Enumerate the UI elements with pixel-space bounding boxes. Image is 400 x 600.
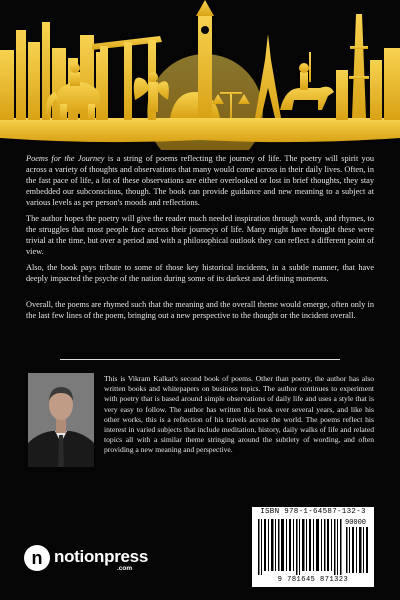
- barcode-bars: [258, 519, 342, 575]
- logo-letter: n: [31, 548, 43, 568]
- publisher-logo-icon: [24, 545, 50, 571]
- author-bio: This is Vikram Kalkat's second book of poems. Other than poetry, the author has also written books and whitepapers on business topics. The author continues to experiment with poetry that is based around simple observations of daily life and uses a style that is very easy to follow. The author has written this book over several years, and like his other works, this is a reflection of his travels across the world. The poems reflect his interest in varied subjects that include meditation, history, daily walks of life and related topics all with a similar theme stringing around the subtlety of wording, and often providing a new meaning and perspective.: [104, 374, 374, 455]
- clock-tower: [196, 0, 214, 118]
- golden-skyline-illustration: [0, 0, 400, 150]
- synopsis-paragraph-3: Also, the book pays tribute to some of those key historical incidents, in a subtle manner, that have deeply impacted the psyche of the nation during some of its darkest and defining moments.: [26, 263, 374, 284]
- isbn-text: ISBN 978-1-64587-132-3: [260, 508, 366, 516]
- synopsis-paragraph-4: Overall, the poems are rhymed such that the meaning and the overall theme would emerge, often only in the last few lines of the poem, bringing out a new perspective to the thought or the incident overall.: [26, 300, 374, 321]
- price-barcode-bars: [346, 527, 370, 573]
- section-divider: [60, 359, 340, 360]
- author-photo: [28, 373, 94, 467]
- barcode-digits: 9 781645 871323: [277, 576, 349, 584]
- isbn-barcode: [252, 507, 374, 587]
- publisher-name: notionpress: [54, 547, 148, 566]
- book-title-italic: Poems for the Journey: [26, 154, 105, 163]
- price-code: 90000: [345, 519, 367, 527]
- synopsis-paragraph-1-text: is a string of poems reflecting the journey of life. The poetry will spirit you across a variety of thoughts and observations that many would come across in their daily lives. Often, in the fast pace of life, a lot of these observations are either overlooked or lost in brief thoughts, they stay embedded our subconscious, though. The book can provide guidance and new meaning to a subject at various levels as per person's moods and reflections.: [26, 154, 374, 208]
- publisher-suffix: .com: [117, 565, 133, 572]
- synopsis-paragraph-2: The author hopes the poetry will give the reader much needed inspiration through words, and rhymes, to the struggles that most people face across their journeys of life. Many might have thought these were trivial at the time, but over a period and with a philosophical outlook they can reflect a different point of view.: [26, 214, 374, 257]
- synopsis-paragraph-1: [26, 153, 374, 208]
